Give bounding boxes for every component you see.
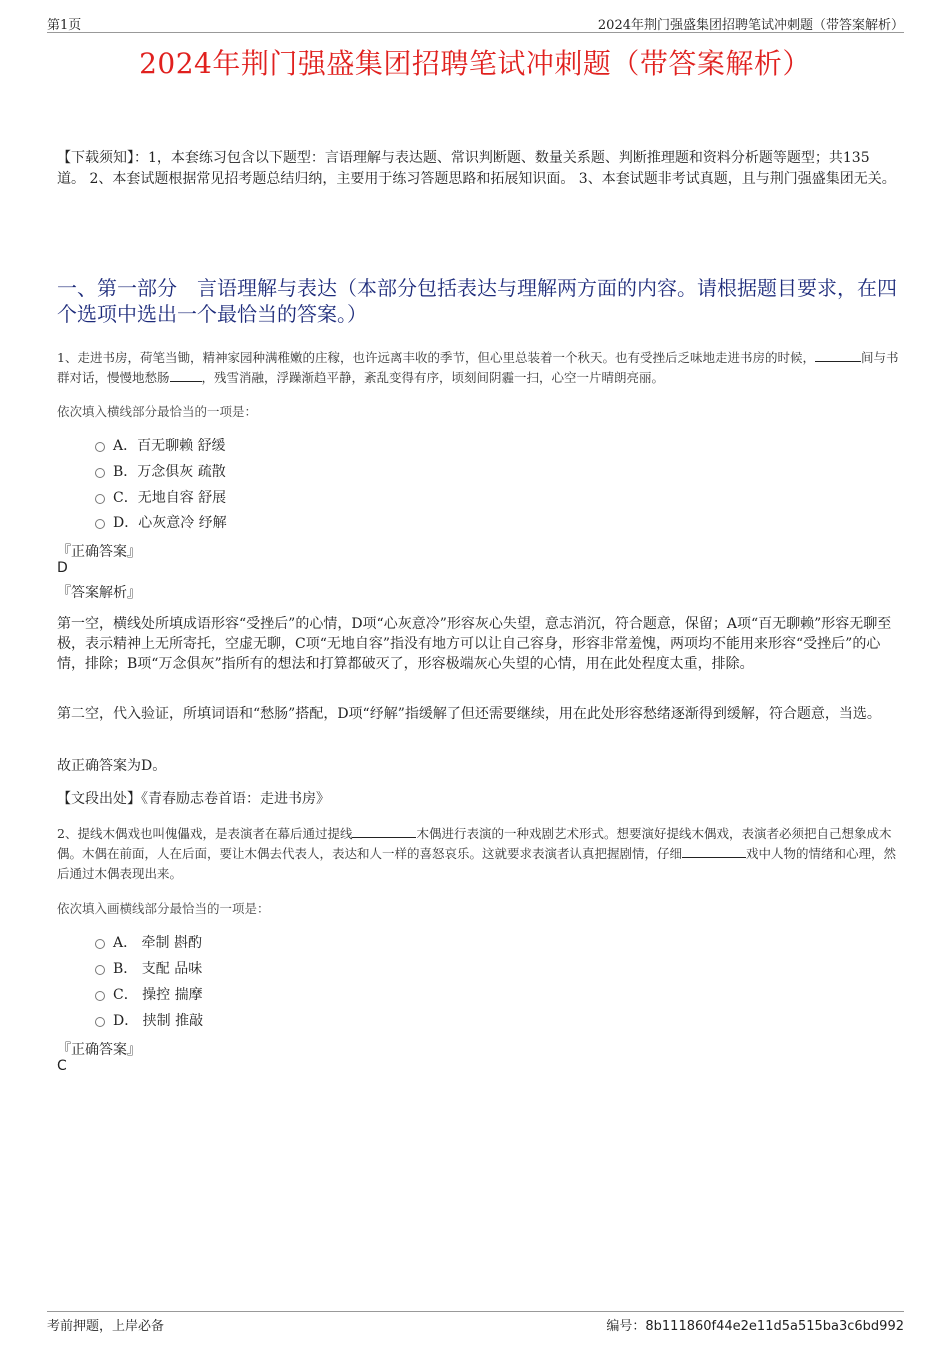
question-1-prompt: 依次填入横线部分最恰当的一项是：	[57, 404, 258, 419]
page-number: 第1页	[47, 18, 82, 33]
q2-option-a[interactable]: A． 牵制 斟酌	[95, 933, 202, 953]
q1-option-a[interactable]: A．百无聊赖 舒缓	[95, 436, 226, 456]
blank-1	[352, 824, 416, 838]
q2-option-c[interactable]: C． 操控 揣摩	[95, 985, 203, 1005]
download-notice: 【下载须知】：1，本套练习包含以下题型：言语理解与表达题、常识判断题、数量关系题、判断推理题和资料分析题等题型；共135道。 2、本套试题根据常见招考题总结归纳，主要用于练习答题思路和拓展知识面。 3、本套试题非考试真题，且与荆门强盛集团无关。	[57, 150, 896, 187]
blank-2	[170, 368, 202, 382]
radio-icon[interactable]	[95, 965, 105, 975]
radio-icon[interactable]	[95, 519, 105, 529]
q1-analysis-1: 第一空，横线处所填成语形容“受挫后”的心情，D项“心灰意冷”形容灰心失望，意志消沉，符合题意，保留；A项“百无聊赖”形容无聊至极，表示精神上无所寄托，空虚无聊，C项“无地自容”指没有地方可以让自己容身，形容非常羞愧，两项均不能用来形容“受挫后”的心情，排除；B项“万念俱灰”指所有的想法和打算都破灭了，形容极端灰心失望的心情，用在此处程度太重，排除。	[57, 616, 892, 672]
footer-doc-id: 编号：8b111860f44e2e11d5a515ba3c6bd992	[606, 1319, 904, 1334]
q1-option-d[interactable]: D．心灰意冷 纾解	[95, 513, 227, 533]
radio-icon[interactable]	[95, 442, 105, 452]
q2-option-d[interactable]: D． 挟制 推敲	[95, 1011, 203, 1031]
blank-1	[815, 348, 861, 362]
q1-option-c[interactable]: C．无地自容 舒展	[95, 488, 226, 508]
q1-analysis-label: 『答案解析』	[57, 585, 141, 601]
q1-correct-label: 『正确答案』	[57, 544, 141, 560]
question-2-prompt: 依次填入画横线部分最恰当的一项是：	[57, 901, 270, 916]
radio-icon[interactable]	[95, 991, 105, 1001]
section-heading: 一、第一部分 言语理解与表达（本部分包括表达与理解两方面的内容。请根据题目要求，在四个选项中选出一个最恰当的答案。）	[57, 276, 897, 326]
q2-option-b[interactable]: B． 支配 品味	[95, 959, 202, 979]
q2-answer: C	[57, 1058, 67, 1074]
radio-icon[interactable]	[95, 468, 105, 478]
q1-source: 【文段出处】《青春励志卷首语：走进书房》	[57, 791, 330, 807]
question-2-text: 2、提线木偶戏也叫傀儡戏，是表演者在幕后通过提线 木偶进行表演的一种戏剧艺术形式。想要演好提线木偶戏，表演者必须把自己想象成木偶。木偶在前面，人在后面，要让木偶去代表人，表达和人一样的喜怒哀乐。这就要求表演者认真把握剧情，仔细 戏中人物的情绪和心理，然后通过木偶表现出来。	[57, 826, 897, 881]
q2-correct-label: 『正确答案』	[57, 1042, 141, 1058]
radio-icon[interactable]	[95, 1017, 105, 1027]
document-title: 2024年荆门强盛集团招聘笔试冲刺题（带答案解析）	[139, 47, 811, 80]
radio-icon[interactable]	[95, 494, 105, 504]
q1-option-b[interactable]: B．万念俱灰 疏散	[95, 462, 226, 482]
q1-analysis-2: 第二空，代入验证，所填词语和“愁肠”搭配，D项“纾解”指缓解了但还需要继续，用在此处形容愁绪逐渐得到缓解，符合题意，当选。	[57, 706, 881, 722]
question-1-text: 1、走进书房，荷笔当锄，精神家园种满稚嫩的庄稼，也许远离丰收的季节，但心里总装着一个秋天。也有受挫后乏味地走进书房的时候， 间与书群对话，慢慢地愁肠 ，残雪消融，浮躁渐趋平静，紊乱变得有序，顷刻间阴霾一扫，心空一片晴朗亮丽。	[57, 350, 899, 385]
blank-2	[682, 844, 746, 858]
radio-icon[interactable]	[95, 939, 105, 949]
footer-slogan: 考前押题，上岸必备	[47, 1319, 165, 1334]
q1-answer: D	[57, 560, 68, 576]
page-header	[47, 14, 904, 33]
page-footer	[47, 1311, 904, 1332]
header-doc-title: 2024年荆门强盛集团招聘笔试冲刺题（带答案解析）	[597, 18, 904, 33]
q1-analysis-3: 故正确答案为D。	[57, 758, 167, 774]
